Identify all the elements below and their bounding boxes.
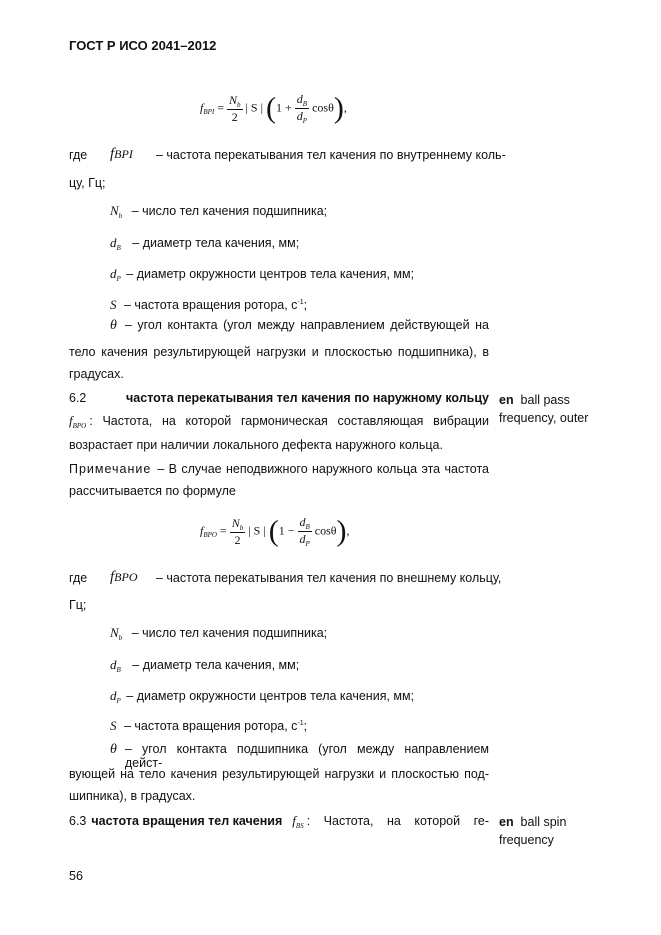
definition-item: $d_P$ – диаметр окружности центров тела качения, мм;	[110, 266, 415, 283]
document-header: ГОСТ Р ИСО 2041–2012	[69, 38, 217, 53]
definition-item: $d_P$ – диаметр окружности центров тела качения, мм;	[110, 688, 415, 705]
definition-item: $d_B$ – диаметр тела качения, мм;	[110, 657, 300, 674]
where-symbol: fBPI	[110, 146, 133, 162]
term-6-2-english: en ball pass frequency, outer	[499, 393, 589, 425]
term-6-3-title: частота вращения тел качения	[91, 814, 283, 828]
where-label: где	[69, 148, 88, 162]
theta-definition-cont: вующей на тело качения результирующей нагрузки и плоскостью под-	[69, 767, 489, 781]
formula-bpi: $f_{BPI}$ = $\frac{N_b}{2}$ | S | (1 + $\frac{d_B}{d_P}$ cosθ),	[200, 91, 347, 125]
where-symbol: fBPO	[110, 569, 138, 585]
theta-definition-end: градусах.	[69, 367, 124, 381]
theta-definition: θ – угол контакта подшипника (угол между направлением дейст-	[110, 742, 489, 770]
where-definition-cont: цу, Гц;	[69, 176, 106, 190]
definition-item: $N_b$ – число тел качения подшипника;	[110, 203, 328, 220]
theta-definition-cont: тело качения результирующей нагрузки и плоскостью подшипника), в	[69, 345, 489, 359]
term-6-2-definition-cont: возрастает при наличии локального дефекта наружного кольца.	[69, 438, 443, 452]
theta-definition: θ – угол контакта (угол между направлением действующей на	[110, 318, 489, 333]
definition-item: S – частота вращения ротора, $с^{-1}$;	[110, 297, 308, 312]
definition-item: S – частота вращения ротора, $с^{-1}$;	[110, 718, 308, 733]
term-6-3-english: en ball spin frequency	[499, 815, 567, 847]
theta-definition-end: шипника), в градусах.	[69, 789, 196, 803]
term-6-2-heading: 6.2 частота перекатывания тел качения по наружному кольцу	[69, 391, 489, 405]
where-definition: – частота перекатывания тел качения по внешнему кольцу,	[156, 571, 502, 585]
term-6-2-note: Примечание – В случае неподвижного наружного кольца эта частота	[69, 462, 489, 476]
term-6-2-definition: f BPO : Частота, на которой гармоническая составляющая вибрации	[69, 413, 489, 430]
term-6-3-heading: 6.3 частота вращения тел качения f BS : Частота, на которой ге-	[69, 813, 489, 830]
formula-bpo: $f_{BPO}$ = $\frac{N_b}{2}$ | S | (1 − $\frac{d_B}{d_P}$ cosθ),	[200, 514, 350, 548]
definition-item: $d_B$ – диаметр тела качения, мм;	[110, 235, 300, 252]
where-definition-cont: Гц;	[69, 598, 87, 612]
page-number: 56	[69, 869, 83, 883]
term-6-2-note-cont: рассчитывается по формуле	[69, 484, 236, 498]
where-definition: – частота перекатывания тел качения по внутреннему коль-	[156, 148, 506, 162]
definition-item: $N_b$ – число тел качения подшипника;	[110, 625, 328, 642]
where-label: где	[69, 571, 88, 585]
term-6-2-title: частота перекатывания тел качения по наружному кольцу	[126, 391, 489, 405]
